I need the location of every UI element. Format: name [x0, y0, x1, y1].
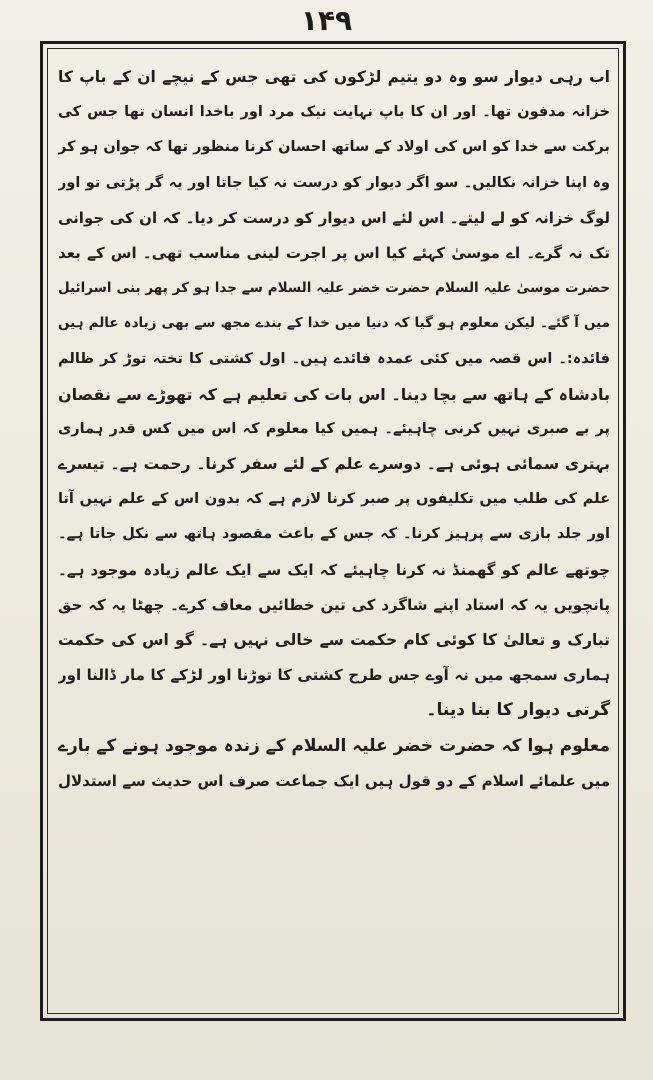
- text-line: بادشاہ کے ہاتھ سے بچا دینا۔ اس بات کی تعلیم ہے کہ تھوڑے سے نقصان: [58, 384, 610, 404]
- text-line: اور جلد بازی سے پرہیز کرنا۔ کہ جس کے باعث مقصود ہاتھ سے نکل جاتا ہے۔: [58, 526, 610, 543]
- text-line: تبارک و تعالیٰ کا کوئی کام حکمت سے خالی نہیں ہے۔ گو اس کی حکمت: [58, 631, 610, 649]
- text-line: بہتری سمائی ہوئی ہے۔ دوسرے علم کے لئے سفر کرنا۔ رحمت ہے۔ تیسرے: [58, 455, 610, 474]
- text-line: معلوم ہوا کہ حضرت خضر علیہ السلام کے زندہ موجود ہونے کے بارے: [58, 735, 610, 756]
- text-line: گرتی دیوار کا بنا دینا۔: [426, 700, 610, 721]
- text-line: فائدہ:۔ اس قصہ میں کئی عمدہ فائدے ہیں۔ اول کشتی کا تختہ توڑ کر ظالم: [58, 350, 610, 367]
- text-line: اب رہی دیوار سو وہ دو یتیم لڑکوں کی تھی جس کے نیچے ان کے باپ کا: [58, 68, 610, 86]
- text-line: پانچویں یہ کہ استاد اپنے شاگرد کی تین خطائیں معاف کرے۔ چھٹا یہ کہ حق: [58, 595, 610, 614]
- text-line: پر بے صبری نہیں کرنی چاہیئے۔ ہمیں کیا معلوم کہ اس میں کس قدر ہماری: [58, 420, 610, 437]
- text-line: علم کی طلب میں تکلیفوں پر صبر کرنا لازم ہے کہ بدون اس کے علم نہیں آتا: [58, 491, 610, 508]
- text-line: برکت سے خدا کو اس کی اولاد کے ساتھ احسان کرنا منظور تھا کہ جوان ہو کر: [58, 139, 610, 156]
- text-line: وہ اپنا خزانہ نکالیں۔ سو اگر دیوار کو درست نہ کیا جاتا اور یہ گر پڑتی تو اور: [58, 174, 610, 191]
- text-line: میں آ گئے۔ لیکن معلوم ہو گیا کہ دنیا میں خدا کے بندے مجھ سے بھی زیادہ عالم ہیں: [58, 315, 610, 332]
- text-line: خزانہ مدفون تھا۔ اور ان کا باپ نہایت نیک مرد اور باخدا انسان تھا جس کی: [58, 104, 610, 121]
- text-line: چوتھے عالم کو گھمنڈ نہ کرنا چاہیئے کہ ایک سے ایک عالم زیادہ موجود ہے۔: [58, 560, 610, 579]
- text-line: تک نہ گرے۔ اے موسیٰ کہئے کیا اس پر اجرت لینی مناسب تھی۔ اس کے بعد: [58, 243, 610, 262]
- page-number: ۱۴۹: [300, 4, 353, 37]
- text-line: حضرت موسیٰ علیہ السلام حضرت خضر علیہ السلام سے جدا ہو کر پھر بنی اسرائیل: [58, 280, 610, 297]
- text-line: لوگ خزانہ کو لے لیتے۔ اس لئے اس دیوار کو درست کر دیا۔ کہ ان کی جوانی: [58, 208, 610, 227]
- text-line: ہماری سمجھ میں نہ آوے جس طرح کشتی کا توڑنا اور لڑکے کا مار ڈالنا اور: [58, 666, 610, 685]
- text-line: میں علمائے اسلام کے دو قول ہیں ایک جماعت صرف اس حدیث سے استدلال: [58, 771, 610, 790]
- body-text: [58, 60, 610, 1010]
